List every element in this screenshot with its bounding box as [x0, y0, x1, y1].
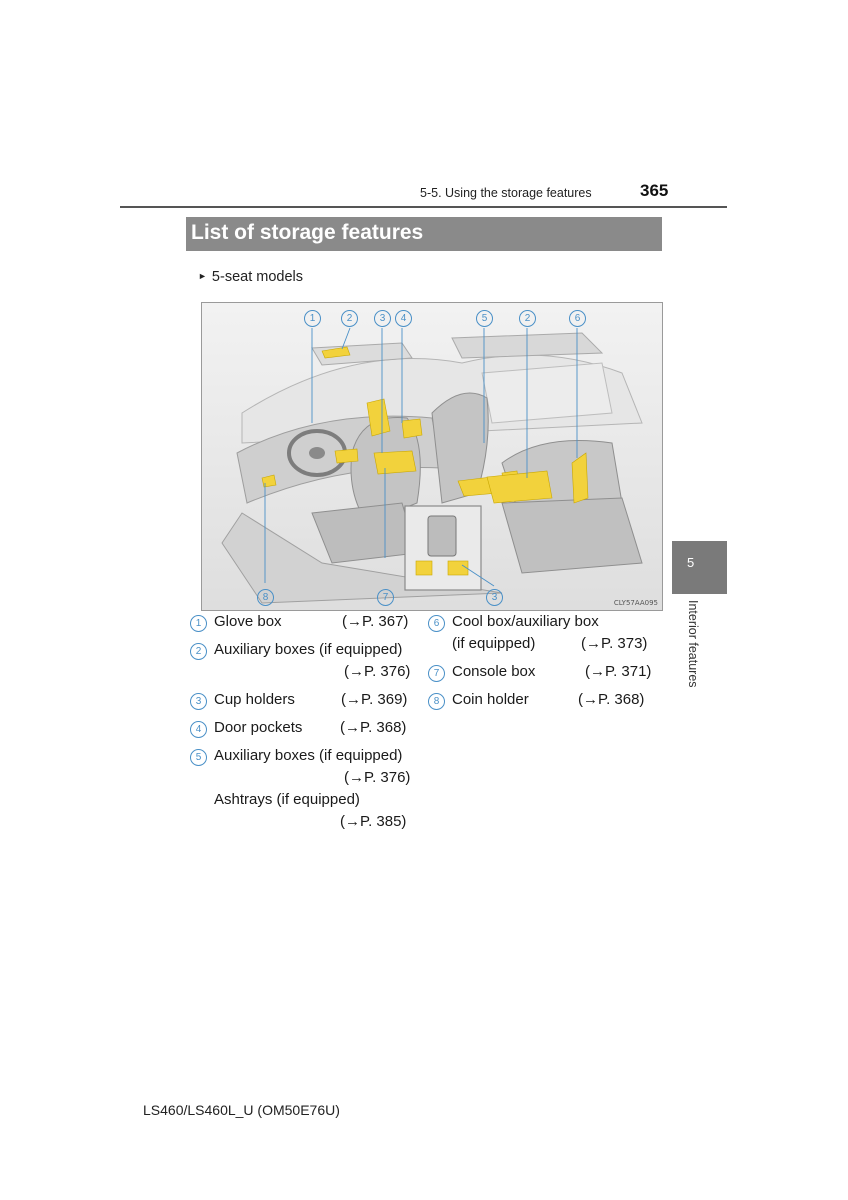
running-header: 5-5. Using the storage features — [420, 186, 592, 200]
legend-num-8: 8 — [428, 693, 445, 710]
legend-num-1: 1 — [190, 615, 207, 632]
chapter-label: Interior features — [686, 600, 700, 688]
legend-label-coin-holder: Coin holder — [452, 691, 529, 708]
legend-label-console-box: Console box — [452, 663, 536, 680]
header-rule — [120, 206, 727, 208]
callout-8: 8 — [257, 589, 274, 606]
legend-label-ashtrays: Ashtrays (if equipped) — [214, 791, 360, 808]
legend-label-door-pockets: Door pockets — [214, 719, 303, 736]
legend-label-cup-holders: Cup holders — [214, 691, 295, 708]
page-number: 365 — [640, 181, 669, 200]
legend-ref-5: (→P. 376) — [344, 769, 411, 786]
legend-num-7: 7 — [428, 665, 445, 682]
subsection-label: 5-seat models — [211, 269, 303, 285]
interior-illustration — [201, 302, 663, 611]
section-title-bar — [186, 217, 662, 251]
legend-ref-8: (→P. 368) — [578, 691, 645, 708]
chapter-number: 5 — [687, 555, 695, 570]
legend-label-auxiliary-boxes-rear: Auxiliary boxes (if equipped) — [214, 747, 403, 764]
callout-2: 2 — [341, 310, 358, 327]
legend-label-cool-box: Cool box/auxiliary box — [452, 613, 599, 630]
legend-num-6: 6 — [428, 615, 445, 632]
section-title: List of storage features — [191, 221, 424, 244]
callout-3b: 3 — [486, 589, 503, 606]
callout-3: 3 — [374, 310, 391, 327]
callout-2b: 2 — [519, 310, 536, 327]
chapter-tab — [672, 541, 727, 594]
figure-code: CLY57AA095 — [613, 599, 658, 607]
legend-ref-1: (→P. 367) — [342, 613, 409, 630]
legend-ref-7: (→P. 371) — [585, 663, 652, 680]
legend-num-4: 4 — [190, 721, 207, 738]
legend-label-cool-box-note: (if equipped) — [452, 635, 536, 652]
legend-ref-3: (→P. 369) — [341, 691, 408, 708]
legend-ref-2: (→P. 376) — [344, 663, 411, 680]
legend-ref-ashtrays: (→P. 385) — [340, 813, 407, 830]
legend-num-2: 2 — [190, 643, 207, 660]
legend-label-auxiliary-boxes: Auxiliary boxes (if equipped) — [214, 641, 403, 658]
triangle-marker-icon: ► — [198, 271, 207, 281]
page-footer: LS460/LS460L_U (OM50E76U) — [143, 1102, 340, 1118]
callout-5: 5 — [476, 310, 493, 327]
legend-ref-6: (→P. 373) — [581, 635, 648, 652]
legend-ref-4: (→P. 368) — [340, 719, 407, 736]
subsection-heading — [198, 269, 303, 285]
legend-num-5: 5 — [190, 749, 207, 766]
callout-1: 1 — [304, 310, 321, 327]
car-interior-drawing — [202, 303, 662, 610]
callout-4: 4 — [395, 310, 412, 327]
legend-num-3: 3 — [190, 693, 207, 710]
callout-7: 7 — [377, 589, 394, 606]
legend-label-glove-box: Glove box — [214, 613, 282, 630]
callout-6: 6 — [569, 310, 586, 327]
